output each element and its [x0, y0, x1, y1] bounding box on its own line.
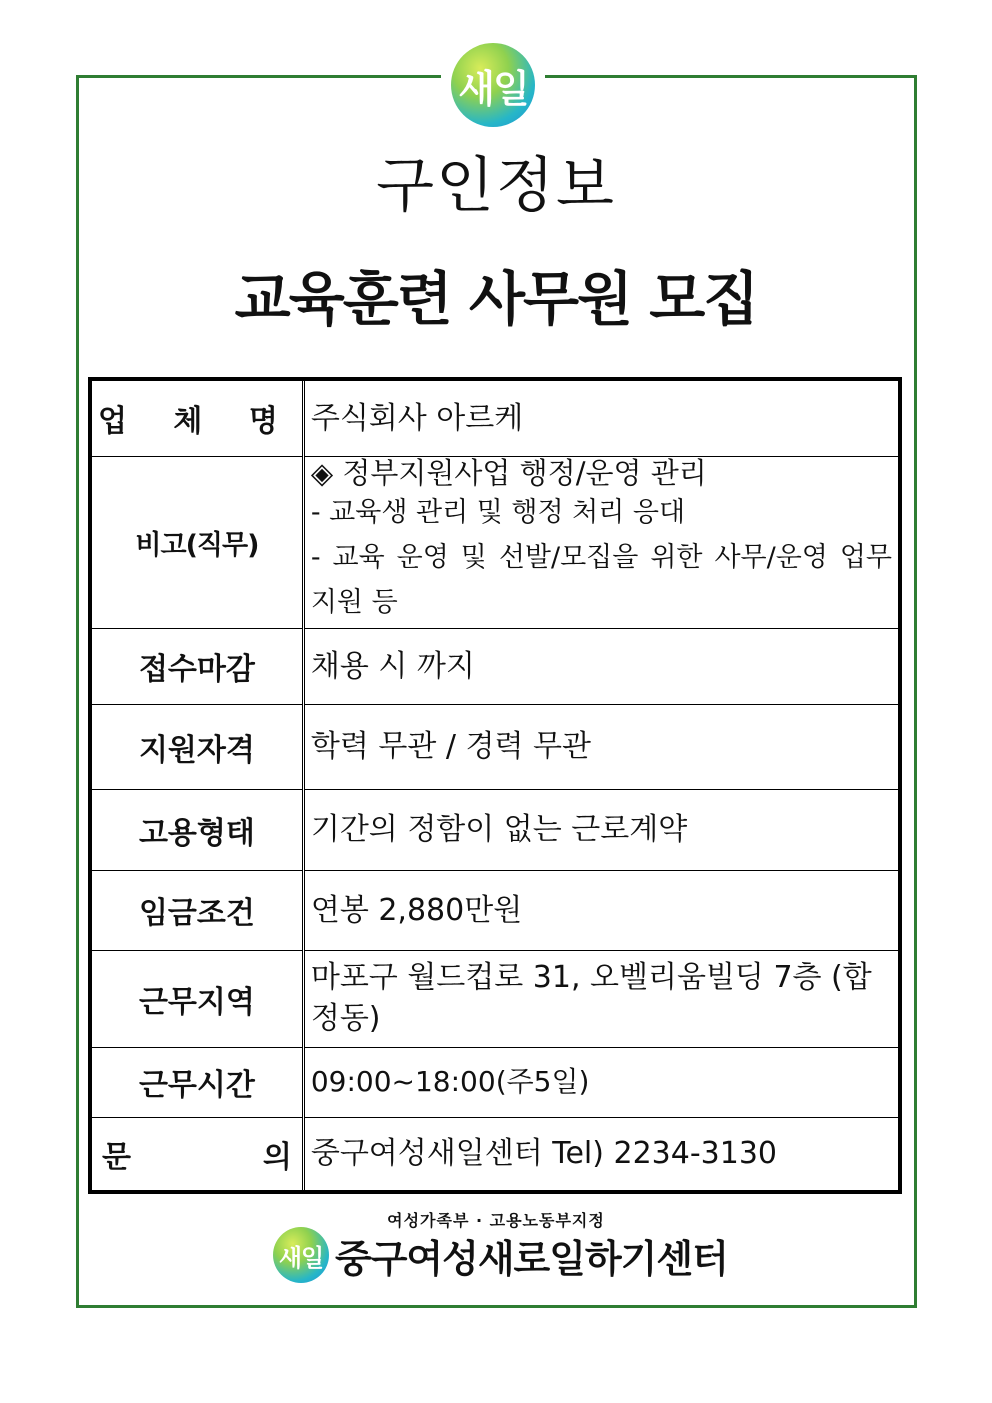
duty-cell: [303, 456, 900, 628]
row-label: 접수마감: [90, 628, 303, 704]
row-value: 마포구 월드컵로 31, 오벨리움빌딩 7층 (합정동): [303, 950, 900, 1047]
table-row: [90, 628, 900, 704]
table-row: [90, 1047, 900, 1117]
duty-line: - 교육생 관리 및 행정 처리 응대: [310, 496, 686, 528]
row-value: 채용 시 까지: [303, 628, 900, 704]
row-label: 업 체 명: [90, 379, 303, 456]
row-label: [90, 1117, 303, 1192]
row-label: 고용형태: [90, 789, 303, 870]
row-value: 기간의 정함이 없는 근로계약: [303, 789, 900, 870]
footer-subtitle: 여성가족부 · 고용노동부지정: [387, 1211, 605, 1230]
row-label-right: 의: [262, 1139, 292, 1175]
row-label: 임금조건: [90, 870, 303, 950]
table-row: [90, 870, 900, 950]
table-row: [90, 704, 900, 789]
duty-line: - 교육 운영 및 선발/모집을 위한 사무/운영 업무 지원 등: [310, 541, 892, 618]
footer-brand: [273, 1225, 728, 1285]
footer-logo-text: 새일: [278, 1243, 324, 1272]
row-value: 중구여성새일센터 Tel) 2234-3130: [303, 1117, 900, 1192]
table-row: [90, 1117, 900, 1192]
row-label: 비고(직무): [90, 456, 303, 628]
job-title: 교육훈련 사무원 모집: [234, 265, 758, 333]
center-name: 중구여성새로일하기센터: [335, 1236, 728, 1281]
table-row: [90, 789, 900, 870]
job-info-table: [88, 377, 902, 1194]
duty-header: ◈ 정부지원사업 행정/운영 관리: [310, 455, 707, 490]
saeil-logo-icon: [273, 1227, 329, 1283]
row-value: 연봉 2,880만원: [303, 870, 900, 950]
row-label: 근무지역: [90, 950, 303, 1047]
row-value: 학력 무관 / 경력 무관: [303, 704, 900, 789]
row-label-left: 문: [102, 1139, 131, 1175]
page-title: 구인정보: [376, 151, 616, 221]
logo-text: 새일: [458, 66, 528, 111]
table-row: [90, 456, 900, 628]
row-value: 주식회사 아르케: [303, 379, 900, 456]
table-row: [90, 950, 900, 1047]
row-label: 지원자격: [90, 704, 303, 789]
table-row: [90, 379, 900, 456]
row-value: 09:00~18:00(주5일): [303, 1047, 900, 1117]
saeil-logo-icon: [451, 43, 535, 127]
top-logo: [441, 40, 545, 130]
row-label: 근무시간: [90, 1047, 303, 1117]
